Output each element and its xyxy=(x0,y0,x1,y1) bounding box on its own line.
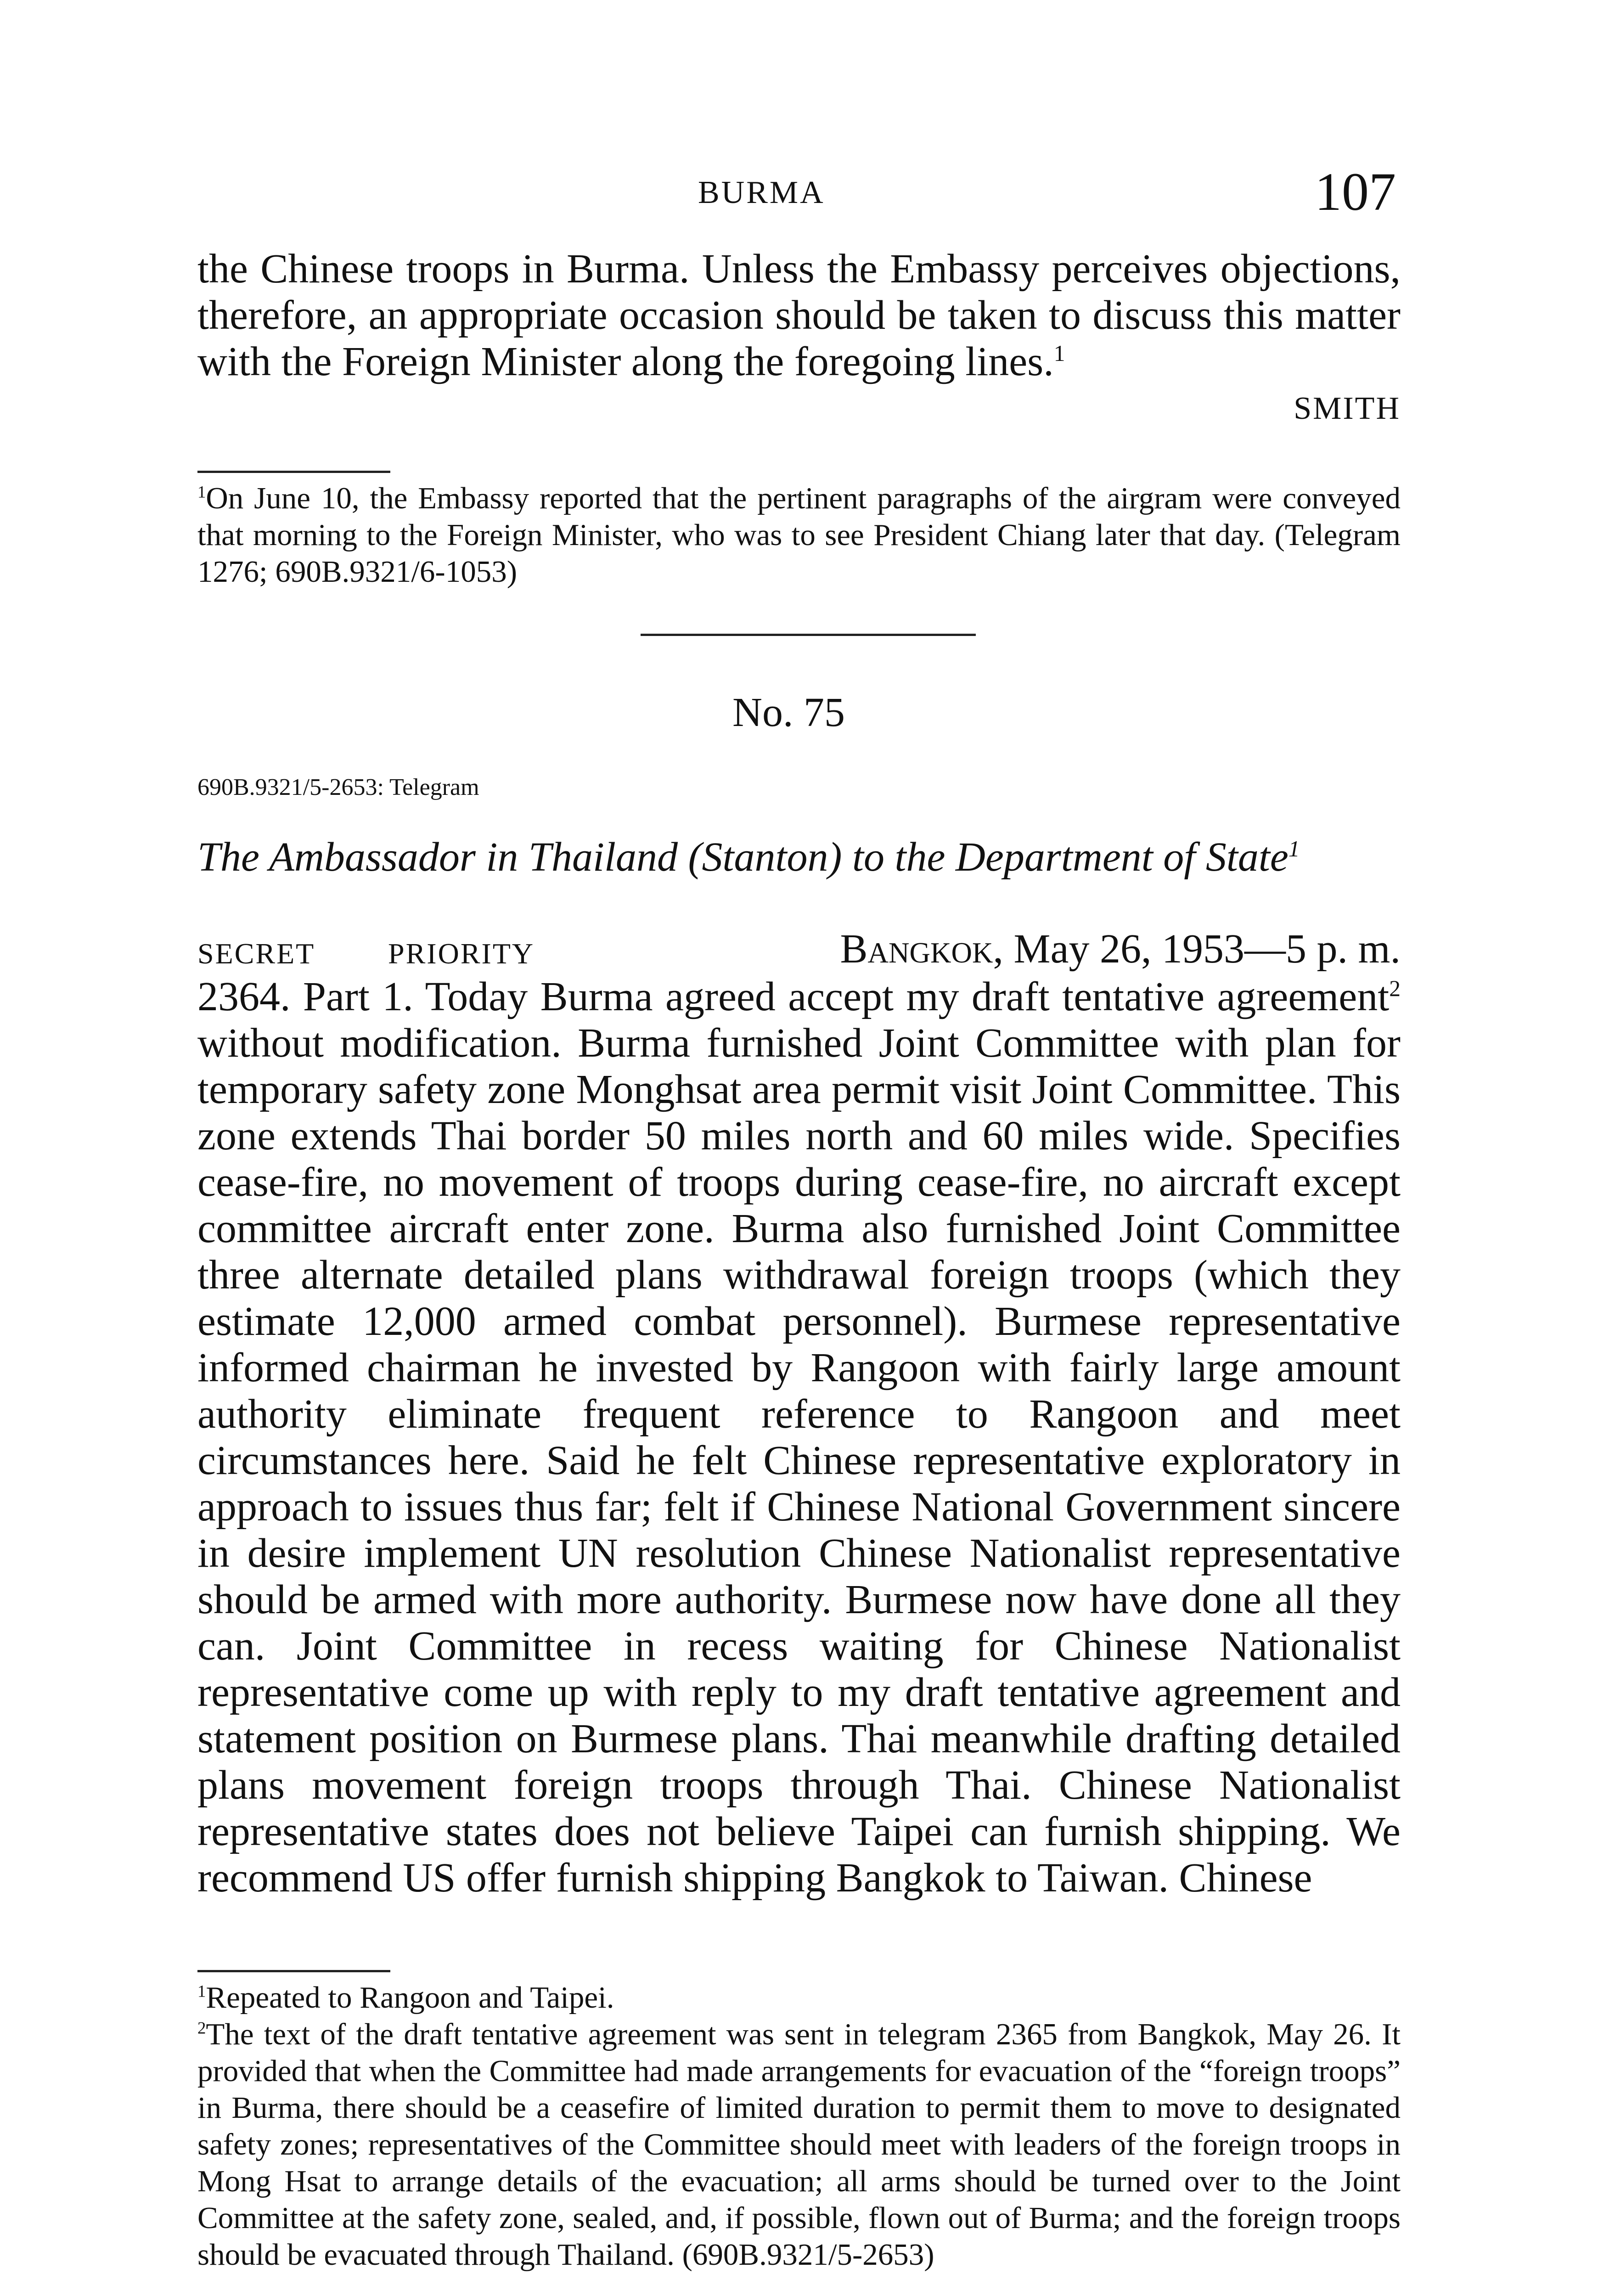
footnote-text: Repeated to Rangoon and Taipei. xyxy=(206,1981,614,2015)
section-divider xyxy=(641,634,976,636)
place-date-line xyxy=(840,925,1401,973)
footnote-reference: 1 xyxy=(1053,341,1065,366)
footnote-reference: 2 xyxy=(1389,976,1401,1001)
footnote-mark: 1 xyxy=(197,1981,206,2001)
body-text-rest: without modification. Burma furnished Joint Committee with plan for temporary safety zone Monghsat area permit visit Joint Committee. This zone extends Thai border 50 miles north and 60 miles wide. Specifies cease-fire, no movement of troops during cease-fire, no aircraft except committee aircraft enter zone. Burma also furnished Joint Committee three alternate detailed plans withdrawal foreign troops (which they estimate 12,000 armed combat personnel). Burmese representative informed chairman he invested by Rangoon with fairly large amount authority eliminate frequent reference to Rangoon and meet circumstances here. Said he felt Chinese representative exploratory in approach to issues thus far; felt if Chinese National Government sincere in desire implement UN resolution Chinese Nationalist representative should be armed with more authority. Burmese now have done all they can. Joint Committee in recess waiting for Chinese Nationalist representative come up with reply to my draft tentative agreement and statement position on Burmese plans. Thai meanwhile drafting detailed plans movement foreign troops through Thai. Chinese Nationalist representative states does not believe Taipei can furnish shipping. We recommend US offer furnish shipping Bangkok to Taiwan. Chinese xyxy=(197,1020,1401,1901)
footnote-divider xyxy=(197,471,390,473)
signature: SMITH xyxy=(1294,391,1401,426)
footnote-list xyxy=(197,1979,1401,2273)
continuation-paragraph xyxy=(197,246,1401,385)
date: May 26, 1953—5 p. m. xyxy=(1013,926,1401,972)
footnote-reference: 1 xyxy=(1288,836,1300,861)
page-number: 107 xyxy=(1315,162,1396,222)
footnote xyxy=(197,480,1401,590)
footnote-text: The text of the draft tentative agreement was sent in telegram 2365 from Bangkok, May 26. It provided that when the Committee had made arrangements for evacuation of the “foreign troops” in Burma, there should be a ceasefire of limited duration to permit them to move to designated safety zones; representatives of the Committee should meet with leaders of the foreign troops in Mong Hsat to arrange details of the evacuation; all arms should be turned over to the Joint Committee at the safety zone, sealed, and, if possible, flown out of Burma; and the foreign troops should be evacuated through Thailand. (690B.9321/5-2653) xyxy=(197,2017,1401,2272)
footnote-mark: 1 xyxy=(197,482,206,501)
precedence: PRIORITY xyxy=(388,937,535,970)
file-reference: 690B.9321/5-2653: Telegram xyxy=(197,774,479,800)
document-title xyxy=(197,833,1300,881)
place: Bangkok, xyxy=(840,926,1004,972)
classification: SECRET xyxy=(197,937,315,970)
body-text-start: 2364. Part 1. Today Burma agreed accept my draft tentative agreement xyxy=(197,974,1390,1019)
footnote-mark: 2 xyxy=(197,2018,206,2037)
continuation-text: the Chinese troops in Burma. Unless the Embassy perceives objections, therefore, an appropriate occasion should be taken to discuss this matter with the Foreign Minister along the foregoing lines. xyxy=(197,246,1401,384)
footnote-divider xyxy=(197,1970,390,1972)
running-header: BURMA xyxy=(698,175,825,210)
document-number: No. 75 xyxy=(732,690,845,735)
footnote xyxy=(197,1979,1401,2016)
document-title-text: The Ambassador in Thailand (Stanton) to the Department of State xyxy=(197,834,1289,880)
footnote-text: On June 10, the Embassy reported that the pertinent paragraphs of the airgram were conveyed that morning to the Foreign Minister, who was to see President Chiang later that day. (Telegram 1276; 690B.9321/6-1053) xyxy=(197,481,1401,589)
footnote xyxy=(197,2016,1401,2273)
telegram-body xyxy=(197,974,1401,1901)
